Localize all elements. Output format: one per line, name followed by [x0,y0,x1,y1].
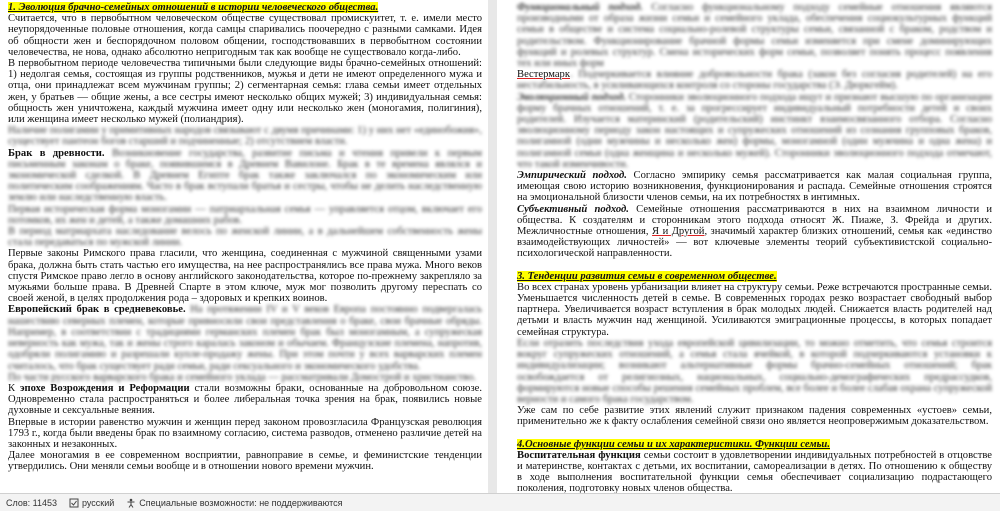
paragraph-body: Возникновение государства, развитие письма и чтения привели к первым письменным законам о браке, появившимся в Древнем Вавилоне. Брак в те времена являлся и экономической сделкой. В Древнем Египте брак также заключался по экономическим или политическим соображениям. Часто в брак вступали братья и сестры, чтобы не делить наследственную землю или наследственную власть. [8,147,483,204]
page-left-content [0,0,488,473]
language-label: русский [82,497,115,508]
paragraph: По части русского варварского брака и семейного уклада — рассматривали Домострой и христианство. [8,371,477,383]
paragraph-lead: Функциональный подход. [517,2,643,13]
paragraph [8,383,482,417]
accessibility-icon [126,498,136,508]
word-count[interactable]: Слов: 11453 [6,497,57,508]
paragraph-body: Сторонники эволюционного подхода ищут и признают высшую по организации форму брачных отношений, т. е. за прогрессирует индивидуальный потребности детей и своих родителей. Изучается материнский (родительский) инстинкт взаимосвязанного отбора. Согласно эволюционному периоду закон настоящих и супружеских отношений из сознания групповых браков, полигамной (одни мужчины и несколько жен) формы, моногамной (один мужчина и одна жена) и полигамной семьи (одна женщина и несколько мужей). Сторонники эволюционного подхода отмечают, что такой изменчивости. [517,91,993,170]
status-bar [0,493,1000,511]
paragraph-lead: эпохе Возрождения и Реформации [19,382,190,394]
paragraph-body: Согласно эмпирику семья рассматривается как малая социальная группа, имеющая свою историю возникновения, функционирования и распада. Семейные отношения строятся на эмоциональной близости членов семьи, на их потребностях в интимных. [517,170,993,204]
section-heading-4 [517,439,992,450]
paragraph: Если отразить последствия ухода европейской цивилизации, то можно отметить, что семья строится вокруг супружеских отношений, а семья стала ячейкой, в которой подчеркиваются установки к индивидуализации; возникают альтернативные формы брачно-семейных отношений; брак освобождается от религиозных, национальных, социально-демографических предрассудков, формируются новые способы решения семейных проблем, все более и более слабая охрана супружеской верности и самого брака государством. [517,337,992,405]
paragraph: Во всех странах уровень урбанизации влияет на структуру семьи. Реже встречаются пространные семьи. Уменьшается численность детей в семье. В современных городах резко возрастает свободный выбор партнера. Увеличивается возраст вступления в брак молодых людей. Снижается власть родителей над детьми и власть мужчин над женщиной. Усиливаются эмиграционные процессы, в которых попадает семейная структура. [517,281,992,338]
paragraph: Наличие полигамии у примитивных народов связывают с двумя причинами: 1) у них нет «единобожия», существует пантеон богов старший и подчиненные; 2) отсутствием власти. [8,125,482,148]
heading-1-text: 1. Эволюция брачно-семейных отношений в истории человеческого общества. [8,2,379,13]
paragraph-body: . Подчеркивается влияние добровольности брака (закон без согласия родителей) на его нестабильность, в усиливающихся контроля со стороны государства (Э. Дюркгейм). [517,69,992,92]
document-page-left [0,0,488,493]
paragraph: Уже сам по себе развитие этих явлений служит признаком падения современных «устоев» семьи, применительно же к факту ослабления семейной связи оно является неопровержимым доказательством. [517,405,992,428]
paragraph-pre: К [8,382,20,394]
paragraph [517,92,992,170]
paragraph-lead: Эволюционный подход. [517,91,626,103]
paragraph: Впервые в истории равенство мужчин и женщин перед законом провозгласила Французская революция 1793 г., когда были введены брак по взаимному согласию, система разводов, отменено различие детей на законных и незаконных. [8,416,482,450]
paragraph-body: На протяжении IV и V веков Европа постоянно подвергалась нашествию северных племен, которые привносили свои представления о браке, свои брачные обряды. Например, в соответствии с традициями германских племен брак был моногамным, а супружеская неверность как мужа, так и жены строго каралась законом и обычаем. Французские племена, напротив, одобряли полигамию и разрешали купле-продажу жены. При этом почти у всех варварских племен считалось, что брак существует ради семьи, ради сексуального и экономического удобства. [8,304,482,372]
paragraph: Первая историческая форма моногамии — патриархальная семья — управляется отцом, включает его потомков, их жен и детей, а также домашних рабов. [8,203,482,226]
proofing-icon [69,498,79,508]
paragraph [517,170,992,204]
paragraph: В период матриархата наследование велось по женской линии, а в дальнейшем собственность жены стала передаваться по мужской линии. [8,226,482,249]
paragraph [517,450,992,493]
paragraph: Считается, что в первобытном человеческом обществе существовал промискуитет, т. е. имели место неупорядоченные половые отношения, когда самцы спаривались поочередно с разными самками. Идея об общности жен и беспорядочном половом общении, господствовавших в первобытном состоянии человечества, не нова, однако абсолютно непригодным так как вообще не существовало когда-либо. [8,13,482,58]
accessibility-label: Специальные возможности: не поддерживаются [139,497,343,508]
paragraph-lead: Воспитательная функция [517,449,641,461]
paragraph: В первобытном периоде человечества типичными были следующие виды брачно-семейных отношений: 1) недолгая семья, состоящая из группы родственников, мужья и дети не имеют определенного мужа и отца, они принадлежат всем мужчинам группы; 2) сегментарная семья: глава семьи имеет отдельных жен, у братьев — общие жены, а все сестры имеют несколько общих мужей; 3) индивидуальная семья: общность жен уничтожена, каждый мужчина имеет одну или несколько жен (моногамия, полигиния), или женщина имеет несколько мужей (полиандрия). [8,58,482,126]
paragraph [8,304,482,371]
spellcheck-word[interactable]: Я и Другой [652,226,705,238]
page-right-content [497,0,1000,493]
paragraph [517,204,992,260]
paragraph-lead: Европейский брак в средневековье. [8,304,186,316]
document-page-right [497,0,1000,493]
proofing-status[interactable] [63,498,120,508]
paragraph-body: Семейные отношения рассматриваются в них на взаимном личности и общества. К создателям и сторонникам этого подхода относят Ж. Пиаже, З. Фрейда и других. Межличностные отношения, [517,203,993,238]
paragraph: Далее моногамия в ее современном восприятии, равноправие в семье, и феминистские тенденции утвердились. Они меняли семьи вообще и в отношении нового времени мужчин. [8,450,482,473]
paragraph: Первые законы Римского права гласили, что женщина, соединенная с мужчиной священными узами брака, должна быть стать частью его имущества, на нее распространялись все права мужа. Много веков спустя Римское право легло в основу английского законодательства, которое по-прежнему закрепляло за мужьями больше права. В Древней Спарте в этом ключе, муж мог позволить другому переспать со своей женой, в целях продолжения рода – здоровых и крепких воинов. [8,248,482,305]
paragraph [517,2,992,69]
paragraph-body: , значимый характер близких отношений, семья как «единство взаимодействующих личностей» — вот ключевые элементы теорий субъективистской социально-психологической направленности. [517,226,993,260]
accessibility-status[interactable] [120,498,348,508]
paragraph-lead: Субъективный подход. [517,203,629,215]
paragraph-lead: Брак в древности. [8,147,105,159]
paragraph-lead: Эмпирический подход. [517,170,627,182]
paragraph-body: стали возможны браки, основанные на добровольном союзе. Одновременно стала распространяться и более либеральная точка зрения на брак, появились новые духовные и сексуальные веяния. [8,382,482,417]
heading-4-text: 4.Основные функции семьи и их характеристики. Функции семьи. [517,438,830,450]
paragraph [8,148,482,204]
paragraph [517,69,992,91]
spellcheck-word[interactable]: Вестермарк [517,69,570,81]
paragraph-body: семьи состоит в удовлетворении индивидуальных потребностей в отцовстве и материнстве, контактах с детьми, их воспитании, самореализации в детях. По отношению к обществу в ходе выполнения воспитательной функции семья обеспечивает социализацию подрастающего поколения, подготовку новых членов общества. [517,449,992,493]
heading-3-text: 3. Тенденции развития семьи в современном обществе. [517,270,777,282]
section-heading-3 [517,271,992,282]
section-heading-1 [8,2,482,13]
paragraph-body: Согласно функциональному подходу семейные отношения являются производными от образа жизни семьи и семейного уклада, обеспечения социокультурных функций семьи в обществе и система социально-ролевой структуры семьи, связанной с браком, родством и родительством. Функционирование брачной формы семьи изменяется при смене доминирующих функций и ролевых структур. Смена исторических форм семьи, позволяет понять процесс появления тех или иных форм [517,2,992,70]
